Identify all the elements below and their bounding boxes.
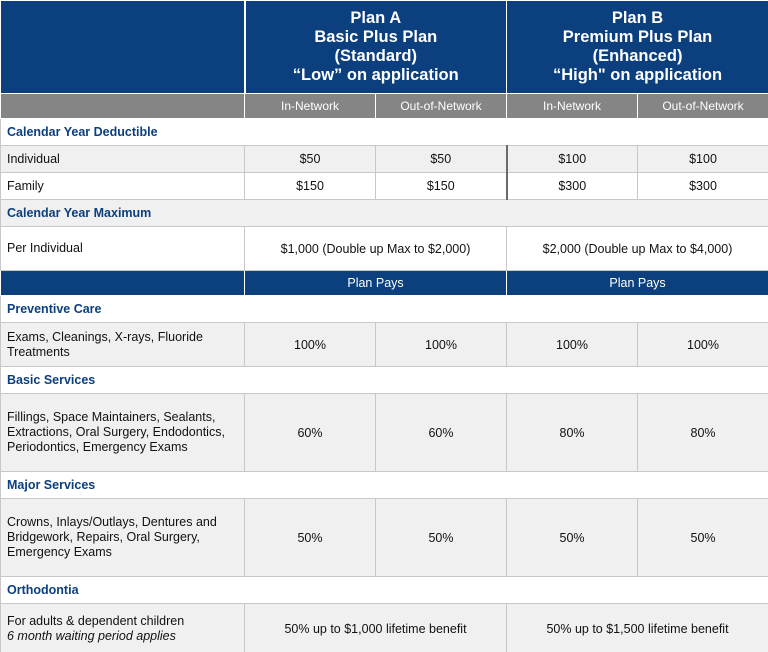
row-label: [1, 604, 245, 652]
cell-plan-b-out: $100: [638, 146, 768, 173]
cell-plan-b-in: $100: [507, 146, 638, 173]
table-row: [1, 394, 768, 472]
cell-plan-a-in: $150: [245, 173, 376, 200]
cell-plan-a-in: 60%: [245, 394, 376, 472]
plan-header-row: [1, 1, 768, 94]
plan-b-header: [507, 1, 768, 94]
table-row: [1, 227, 768, 271]
cell-plan-a-in: 100%: [245, 323, 376, 367]
cell-plan-b-out: $300: [638, 173, 768, 200]
cell-plan-a-out: 50%: [376, 499, 507, 577]
row-label-line: Bridgework, Repairs, Oral Surgery,: [7, 530, 200, 544]
section-title: Orthodontia: [1, 577, 768, 604]
table-row: [1, 499, 768, 577]
row-label-line: Emergency Exams: [7, 545, 112, 559]
plan-pays-blank: [1, 271, 245, 296]
section-row-preventive: [1, 296, 768, 323]
row-label: [1, 394, 245, 472]
row-label-line: Periodontics, Emergency Exams: [7, 440, 188, 454]
row-label: [1, 499, 245, 577]
cell-plan-a-out: $150: [376, 173, 507, 200]
network-header-blank: [1, 94, 245, 119]
cell-plan-b-in: 100%: [507, 323, 638, 367]
plan-a-name: Plan A: [350, 9, 402, 27]
cell-plan-b-out: 100%: [638, 323, 768, 367]
row-label-line: Exams, Cleanings, X-rays, Fluoride: [7, 329, 203, 344]
cell-plan-b-out: 50%: [638, 499, 768, 577]
header-blank-cell: [1, 1, 245, 94]
plan-a-pays-header: Plan Pays: [245, 271, 507, 296]
cell-plan-a-ortho: 50% up to $1,000 lifetime benefit: [245, 604, 507, 652]
cell-plan-a-max: $1,000 (Double up Max to $2,000): [245, 227, 507, 271]
section-row-major: [1, 472, 768, 499]
table-row: [1, 604, 768, 652]
plan-pays-row: [1, 271, 768, 296]
plan-a-title: Basic Plus Plan: [314, 28, 438, 46]
row-label: Individual: [1, 146, 245, 173]
cell-plan-a-in: $50: [245, 146, 376, 173]
row-label-line: Crowns, Inlays/Outlays, Dentures and: [7, 515, 217, 529]
section-row-deductible: [1, 119, 768, 146]
plan-a-application-note: “Low” on application: [292, 66, 459, 84]
plan-b-tier: (Enhanced): [592, 47, 683, 65]
section-row-maximum: [1, 200, 768, 227]
section-row-basic: [1, 367, 768, 394]
cell-plan-b-in: 80%: [507, 394, 638, 472]
plan-a-header: [245, 1, 507, 94]
cell-plan-a-out: 60%: [376, 394, 507, 472]
row-label: [1, 323, 245, 367]
cell-plan-b-max: $2,000 (Double up Max to $4,000): [507, 227, 768, 271]
row-label: Per Individual: [1, 227, 245, 271]
plan-b-application-note: “High" on application: [552, 66, 723, 84]
plan-b-title: Premium Plus Plan: [562, 28, 713, 46]
section-row-orthodontia: [1, 577, 768, 604]
section-title: Calendar Year Maximum: [1, 200, 768, 227]
table-row: [1, 146, 768, 173]
plan-a-in-network-header: In-Network: [245, 94, 376, 119]
plan-a-out-network-header: Out-of-Network: [376, 94, 507, 119]
cell-plan-a-in: 50%: [245, 499, 376, 577]
section-title: Basic Services: [1, 367, 768, 394]
section-title: Preventive Care: [1, 296, 768, 323]
section-title: Major Services: [1, 472, 768, 499]
cell-plan-b-out: 80%: [638, 394, 768, 472]
row-label-line: Fillings, Space Maintainers, Sealants,: [7, 410, 216, 424]
plan-a-tier: (Standard): [334, 47, 417, 65]
table-row: [1, 323, 768, 367]
plan-b-name: Plan B: [611, 9, 664, 27]
cell-plan-a-out: $50: [376, 146, 507, 173]
table-row: [1, 173, 768, 200]
cell-plan-b-in: 50%: [507, 499, 638, 577]
row-label: Family: [1, 173, 245, 200]
network-header-row: [1, 94, 768, 119]
plan-b-in-network-header: In-Network: [507, 94, 638, 119]
waiting-period-note: 6 month waiting period applies: [7, 628, 176, 643]
plan-b-out-network-header: Out-of-Network: [638, 94, 768, 119]
row-label-line: Treatments: [7, 344, 70, 359]
row-label-line: For adults & dependent children: [7, 613, 185, 628]
plan-b-pays-header: Plan Pays: [507, 271, 768, 296]
cell-plan-b-in: $300: [507, 173, 638, 200]
cell-plan-a-out: 100%: [376, 323, 507, 367]
cell-plan-b-ortho: 50% up to $1,500 lifetime benefit: [507, 604, 768, 652]
section-title: Calendar Year Deductible: [1, 119, 768, 146]
row-label-line: Extractions, Oral Surgery, Endodontics,: [7, 425, 225, 439]
